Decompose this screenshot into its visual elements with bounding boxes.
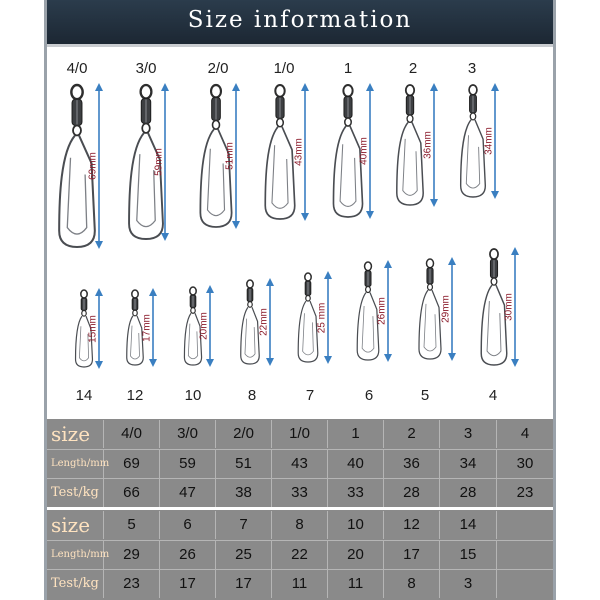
table-cell: 36: [384, 450, 440, 478]
table-row-test: [47, 570, 553, 598]
dimension-label: 34mm: [483, 127, 495, 155]
table-cell: 30: [516, 455, 534, 472]
size-label: 4: [488, 387, 498, 404]
dimension-label: 25 mm: [316, 302, 328, 333]
dimension-label: 40mm: [358, 137, 370, 165]
table-cell: 34: [440, 450, 497, 478]
table-cell: 51: [216, 450, 272, 478]
snap-swivel-icon: [298, 273, 318, 362]
size-label: 4/0: [66, 60, 88, 77]
table-cell: [497, 541, 553, 569]
dimension-label: 59mm: [153, 148, 165, 176]
table-row-test: [47, 479, 553, 507]
spec-table-2: [47, 510, 553, 600]
table-cell: 28: [440, 479, 497, 507]
table-cell: 69: [104, 450, 160, 478]
product-photo-area: [47, 47, 553, 417]
table-cell: 2/0: [216, 420, 272, 448]
table-cell: 43: [272, 450, 328, 478]
table-cell: [497, 511, 553, 539]
size-label: 10: [184, 387, 202, 404]
table-cell: 25: [216, 541, 272, 569]
dimension-label: 51mm: [224, 142, 236, 170]
size-label: 3/0: [135, 60, 157, 77]
title-banner: [47, 0, 553, 44]
dimension-label: 69mm: [87, 152, 99, 180]
table-cell: 33: [328, 479, 384, 507]
snap-swivel-icon: [47, 47, 553, 417]
table-cell: 29: [104, 541, 160, 569]
table-cell: 17: [384, 541, 440, 569]
table-cell: 10: [328, 511, 384, 539]
table-row-size: [47, 511, 553, 539]
spec-table-1: [47, 419, 553, 507]
table-cell: 4: [520, 425, 530, 442]
table-cell: 23: [516, 484, 534, 501]
size-label: 5: [420, 387, 430, 404]
size-label: 12: [126, 387, 144, 404]
table-cell: 17: [216, 570, 272, 598]
table-cell: 17: [160, 570, 216, 598]
size-label: 2/0: [207, 60, 229, 77]
table-cell: 12: [384, 511, 440, 539]
snap-swivel-icon: [265, 85, 294, 219]
table-cell: 7: [216, 511, 272, 539]
size-label: 2: [408, 60, 418, 77]
table-cell: 11: [272, 570, 328, 598]
snap-swivel-icon: [241, 280, 259, 364]
size-label: 3: [467, 60, 477, 77]
dimension-label: 30mm: [503, 293, 515, 321]
table-cell: 23: [104, 570, 160, 598]
test-header: Test/kg: [47, 570, 104, 598]
size-label: 14: [75, 387, 93, 404]
table-cell: 3: [440, 420, 497, 448]
snap-swivel-icon: [397, 85, 423, 205]
size-label: 1: [343, 60, 353, 77]
table-cell: 8: [272, 511, 328, 539]
table-cell: 22: [272, 541, 328, 569]
table-cell: 26: [160, 541, 216, 569]
table-cell: 14: [440, 511, 497, 539]
dimension-label: 15mm: [87, 314, 99, 343]
size-label: 7: [305, 387, 315, 404]
dimension-label: 22mm: [258, 308, 270, 336]
dimension-label: 17mm: [141, 313, 153, 342]
table-cell: 38: [216, 479, 272, 507]
page-title: Size information: [187, 7, 413, 33]
table-cell: 8: [384, 570, 440, 598]
size-label: 8: [247, 387, 257, 404]
size-header: size: [47, 420, 104, 448]
table-cell: 11: [328, 570, 384, 598]
table-cell: 3/0: [160, 420, 216, 448]
snap-swivel-icon: [461, 85, 486, 197]
table-cell: 40: [328, 450, 384, 478]
length-header: Length/mm: [47, 541, 104, 569]
table-cell: 15: [440, 541, 497, 569]
table-cell: 20: [328, 541, 384, 569]
dimension-label: 20mm: [198, 312, 210, 340]
table-cell: 47: [160, 479, 216, 507]
table-cell: 6: [160, 511, 216, 539]
table-row-size: [47, 420, 553, 448]
table-cell: 1: [328, 420, 384, 448]
table-cell: 3: [440, 570, 497, 598]
table-cell: 66: [104, 479, 160, 507]
length-header: Length/mm: [47, 450, 104, 478]
right-frame-border: [553, 0, 556, 600]
dimension-label: 26mm: [376, 297, 388, 325]
size-label: 6: [364, 387, 374, 404]
table-cell: 1/0: [272, 420, 328, 448]
table-row-length: [47, 541, 553, 569]
table-cell: 33: [272, 479, 328, 507]
table-cell: 28: [384, 479, 440, 507]
table-cell: 4/0: [104, 420, 160, 448]
test-header: Test/kg: [47, 479, 104, 507]
table-cell: 59: [160, 450, 216, 478]
table-cell: 2: [384, 420, 440, 448]
table-row-length: [47, 450, 553, 478]
snap-swivel-icon: [419, 259, 441, 359]
dimension-label: 29mm: [440, 295, 452, 323]
table-cell: 5: [104, 511, 160, 539]
size-header: size: [47, 511, 104, 539]
dimension-label: 43mm: [293, 138, 305, 166]
dimension-label: 36mm: [422, 131, 434, 159]
table-cell: [497, 570, 553, 598]
size-label: 1/0: [273, 60, 295, 77]
